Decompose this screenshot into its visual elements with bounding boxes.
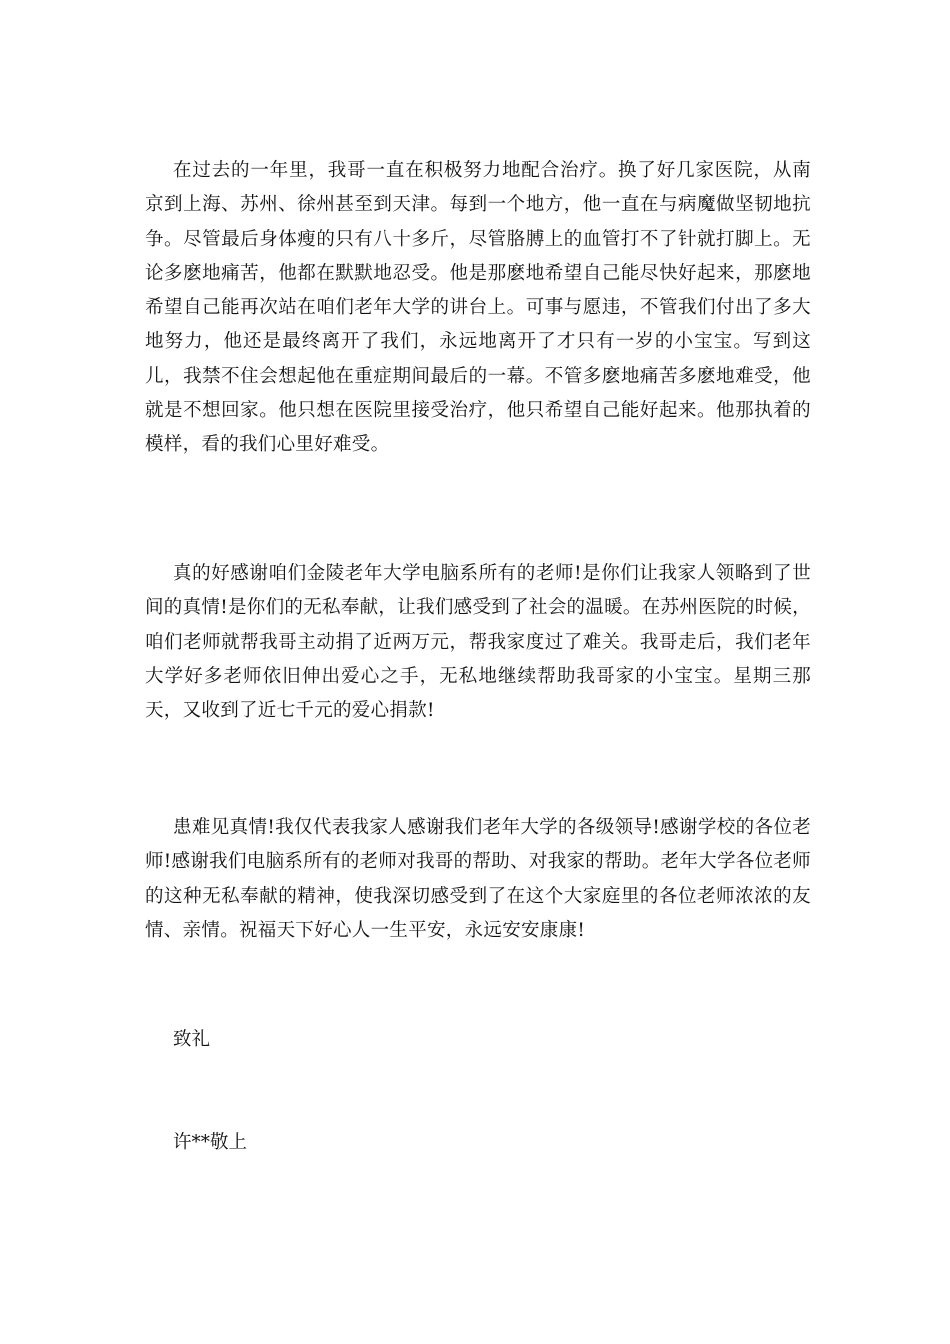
closing-salutation: 致礼 <box>173 1029 211 1050</box>
signature-line: 许**敬上 <box>173 1132 248 1153</box>
body-paragraph-2: 真的好感谢咱们金陵老年大学电脑系所有的老师!是你们让我家人领略到了世间的真情!是你们的无私奉献，让我们感受到了社会的温暖。在苏州医院的时候，咱们老师就帮我哥主动捐了近两万元，帮我家度过了难关。我哥走后，我们老年大学好多老师依旧伸出爱心之手，无私地继续帮助我哥家的小宝宝。星期三那天，又收到了近七千元的爱心捐款! <box>145 563 811 722</box>
body-paragraph-3: 患难见真情!我仅代表我家人感谢我们老年大学的各级领导!感谢学校的各位老师!感谢我们电脑系所有的老师对我哥的帮助、对我家的帮助。老年大学各位老师的这种无私奉献的精神，使我深切感受到了在这个大家庭里的各位老师浓浓的友情、亲情。祝福天下好心人一生平安，永远安安康康! <box>145 817 811 941</box>
body-paragraph-1: 在过去的一年里，我哥一直在积极努力地配合治疗。换了好几家医院，从南京到上海、苏州、徐州甚至到天津。每到一个地方，他一直在与病魔做坚韧地抗争。尽管最后身体瘦的只有八十多斤，尽管胳膊上的血管打不了针就打脚上。无论多麽地痛苦，他都在默默地忍受。他是那麽地希望自己能尽快好起来，那麽地希望自己能再次站在咱们老年大学的讲台上。可事与愿违，不管我们付出了多大地努力，他还是最终离开了我们，永远地离开了才只有一岁的小宝宝。写到这儿，我禁不住会想起他在重症期间最后的一幕。不管多麽地痛苦多麽地难受，他就是不想回家。他只想在医院里接受治疗，他只希望自己能好起来。他那执着的模样，看的我们心里好难受。 <box>145 160 811 456</box>
